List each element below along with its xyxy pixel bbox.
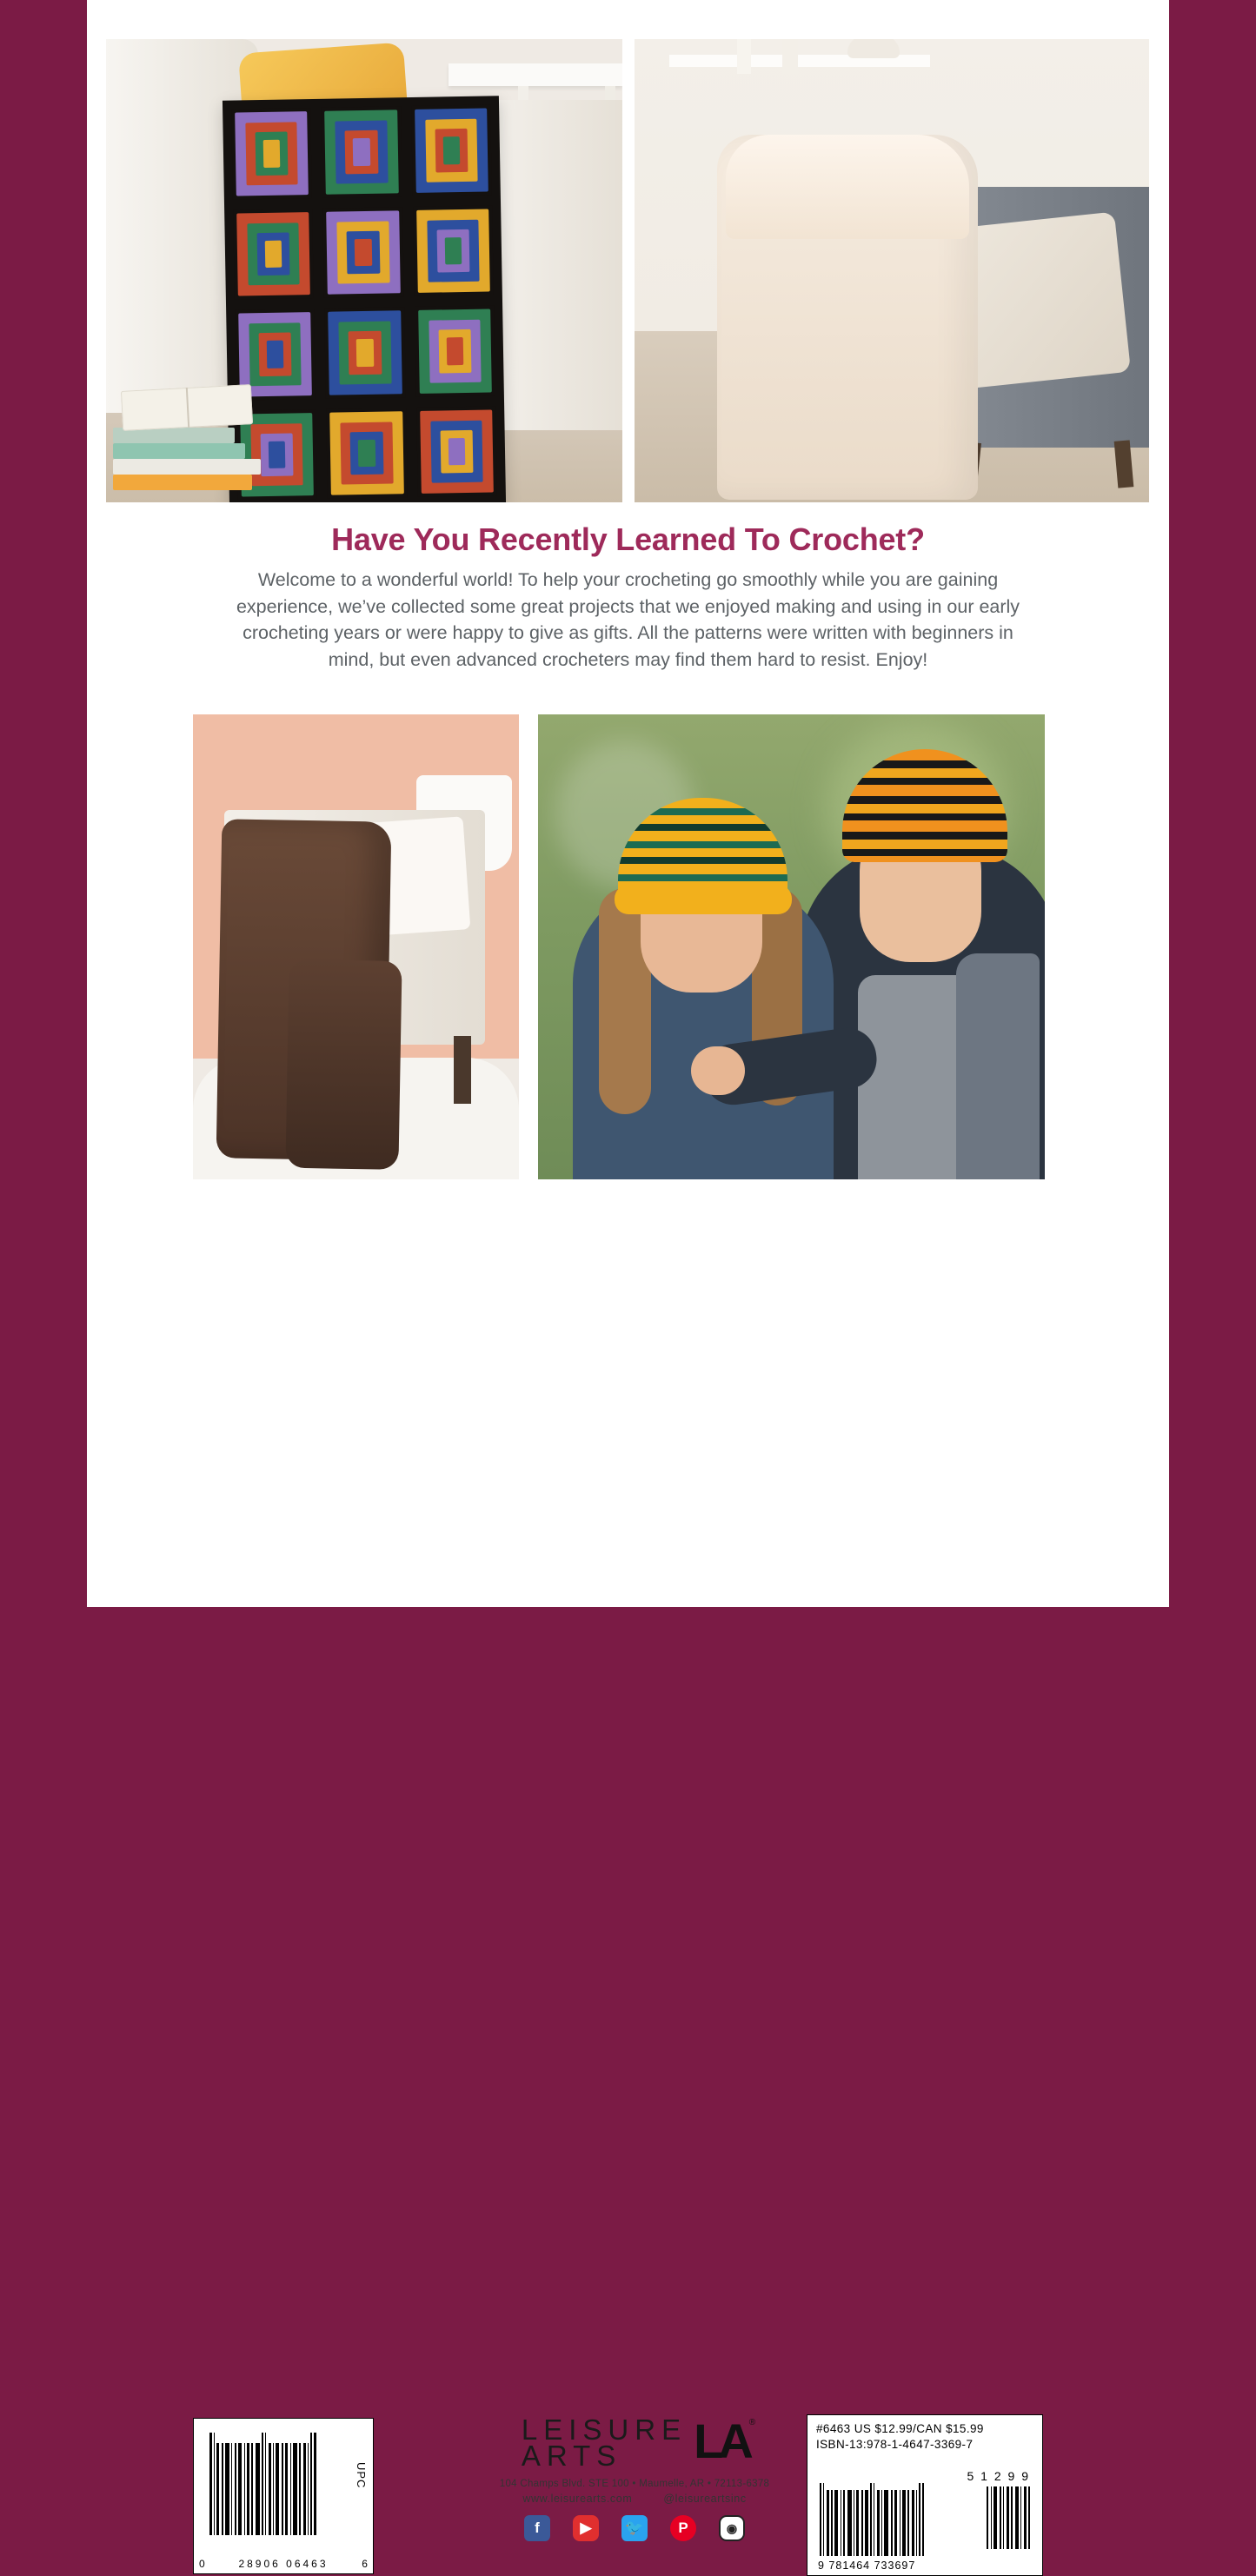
cream-throw-photo	[635, 39, 1149, 502]
publisher-address: 104 Champs Blvd. STE 100 • Maumelle, AR • 72113-6378	[499, 2479, 770, 2489]
granny-square-afghan-photo	[106, 39, 622, 502]
granny-square	[322, 207, 403, 298]
logo-line-2: ARTS	[521, 2440, 622, 2472]
isbn-text: ISBN-13:978-1-4647-3369-7	[816, 2438, 974, 2451]
upc-barcode	[193, 2418, 374, 2574]
logo-monogram	[694, 2413, 756, 2470]
logo-row	[461, 2413, 808, 2472]
granny-square	[416, 406, 497, 497]
striped-hats-photo	[538, 714, 1045, 1179]
facebook-icon[interactable]: f	[524, 2515, 550, 2541]
upc-label: UPC	[355, 2462, 368, 2489]
bird-figurine	[847, 39, 900, 58]
hand	[691, 1046, 745, 1095]
granny-square	[231, 108, 312, 199]
chair-leg	[454, 1036, 471, 1104]
hat-brim	[615, 885, 792, 914]
book	[113, 475, 252, 490]
granny-square	[413, 205, 494, 296]
bottom-photo-row	[193, 714, 1045, 1179]
footer	[87, 1206, 1169, 2572]
open-book	[121, 384, 253, 431]
price-text: #6463 US $12.99/CAN $15.99	[816, 2422, 984, 2435]
isbn-digits: 9 781464 733697	[818, 2559, 916, 2572]
granny-square	[411, 104, 492, 196]
side-table	[449, 63, 622, 86]
pinterest-icon[interactable]: P	[670, 2515, 696, 2541]
granny-square	[321, 106, 402, 197]
candlestick	[737, 39, 751, 74]
logo-wordmark	[521, 2413, 688, 2472]
website-link[interactable]: www.leisurearts.com	[522, 2493, 633, 2505]
registered-mark: ®	[748, 2418, 756, 2427]
page-title: Have You Recently Learned To Crochet?	[331, 521, 925, 557]
body-copy: Welcome to a wonderful world! To help your crocheting go smoothly while you are gaining experience, we’ve collected some great projects that we enjoyed making and using in our early crocheting years or were happy to give as gifts. All the patterns were written with beginners in mind, but even advanced crocheters may find them hard to resist. Enjoy!	[236, 569, 1020, 670]
granny-square	[415, 305, 495, 396]
top-photo-row	[106, 39, 1149, 502]
logo-line-1: LEISURE	[521, 2413, 688, 2446]
granny-square	[233, 209, 314, 300]
granny-square	[324, 307, 405, 398]
logo-monogram-text: LA	[694, 2413, 748, 2468]
chair-leg	[1114, 440, 1134, 488]
youtube-icon[interactable]: ▶	[573, 2515, 599, 2541]
twitter-icon[interactable]: 🐦	[621, 2515, 648, 2541]
social-icon-row	[461, 2515, 808, 2541]
console-table	[669, 55, 930, 67]
book	[113, 459, 261, 475]
upc-left-digit: 0	[199, 2558, 205, 2570]
book	[113, 443, 245, 459]
isbn-bars	[820, 2483, 924, 2556]
backpack	[956, 953, 1040, 1179]
isbn-addon-bars	[987, 2486, 1030, 2549]
instagram-icon[interactable]: ◉	[719, 2515, 745, 2541]
upc-bars	[209, 2433, 316, 2535]
cream-throw	[717, 135, 978, 500]
upc-digits	[199, 2558, 368, 2570]
publisher-web-row	[461, 2493, 808, 2505]
brown-throw-photo	[193, 714, 519, 1179]
candlestick	[782, 39, 798, 74]
granny-square	[326, 408, 407, 499]
social-handle[interactable]: @leisureartsinc	[663, 2493, 747, 2505]
stack-of-books	[113, 386, 274, 490]
isbn-barcode	[807, 2414, 1043, 2576]
publisher-logo-block	[461, 2413, 808, 2541]
isbn-addon-digits: 5 1 2 9 9	[967, 2469, 1030, 2483]
book-back-cover	[87, 0, 1169, 2572]
upc-right-digit: 6	[362, 2558, 368, 2570]
upc-main-digits: 28906 06463	[238, 2558, 329, 2570]
brown-throw	[216, 819, 392, 1160]
